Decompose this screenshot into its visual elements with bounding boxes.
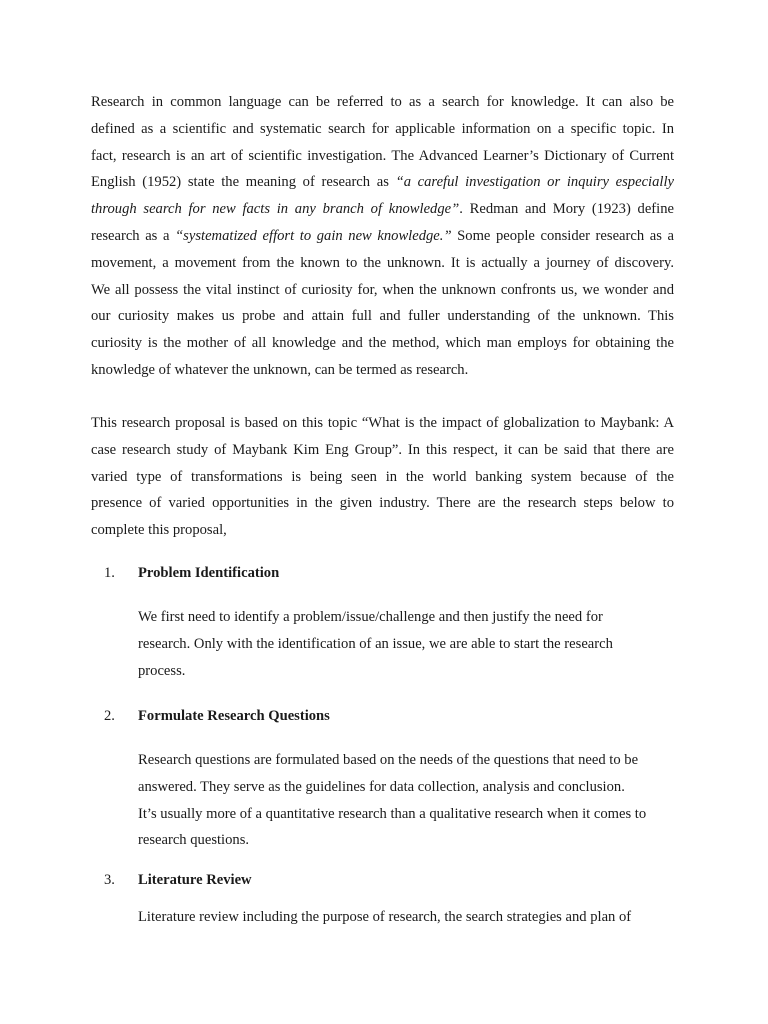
- step-title: Literature Review: [138, 872, 252, 888]
- paragraph-line: fact, research is an art of scientific investigation. The Advanced Learner’s Dictionary of Current: [91, 147, 674, 164]
- step-line: process.: [138, 662, 186, 679]
- paragraph-line: curiosity is the mother of all knowledge and the method, which man employs for obtaining the: [91, 335, 674, 352]
- intro-paragraph: [91, 89, 674, 384]
- proposal-paragraph: [91, 410, 674, 544]
- paragraph-line: varied type of transformations is being seen in the world banking system because of the: [91, 468, 674, 485]
- paragraph-line: through search for new facts in any branch of knowledge”. Redman and Mory (1923) define: [91, 201, 674, 218]
- step-body: [138, 604, 613, 684]
- step-line: We first need to identify a problem/issue/challenge and then justify the need for: [138, 609, 603, 625]
- step-number: 3.: [104, 872, 115, 888]
- quote-italic: “systematized effort to gain new knowledge.”: [175, 227, 452, 244]
- paragraph-line: knowledge of whatever the unknown, can be termed as research.: [91, 361, 469, 378]
- step-line: Research questions are formulated based on the needs of the questions that need to be: [138, 752, 639, 768]
- step-body: [138, 904, 631, 931]
- paragraph-line: complete this proposal,: [91, 522, 227, 539]
- step-line: Literature review including the purpose of research, the search strategies and plan of: [138, 909, 632, 925]
- step-title: Problem Identification: [138, 565, 280, 581]
- step-line: research questions.: [138, 832, 250, 849]
- step-line: research. Only with the identification of an issue, we are able to start the research: [138, 635, 613, 652]
- step-line: answered. They serve as the guidelines for data collection, analysis and conclusion.: [138, 778, 625, 795]
- step-number: 1.: [104, 565, 115, 581]
- paragraph-line: case research study of Maybank Kim Eng Group”. In this respect, it can be said that there are: [91, 441, 674, 458]
- paragraph-line: We all possess the vital instinct of curiosity for, when the unknown confronts us, we wonder and: [91, 281, 674, 298]
- paragraph-line: defined as a scientific and systematic search for applicable information on a specific topic. In: [91, 120, 674, 137]
- paragraph-line: Research in common language can be referred to as a search for knowledge. It can also be: [91, 94, 674, 110]
- quote-italic: “a careful investigation or inquiry especially: [395, 174, 674, 191]
- step-body: [138, 747, 646, 854]
- paragraph-line: research as a “systematized effort to gain new knowledge.” Some people consider research as a: [91, 227, 674, 244]
- step-title: Formulate Research Questions: [138, 708, 330, 724]
- paragraph-line: our curiosity makes us probe and attain full and fuller understanding of the unknown. This: [91, 308, 674, 325]
- paragraph-line: movement, a movement from the known to the unknown. It is actually a journey of discovery.: [91, 254, 674, 271]
- step-line: It’s usually more of a quantitative research than a qualitative research when it comes to: [138, 805, 647, 822]
- paragraph-line: presence of varied opportunities in the given industry. There are the research steps below to: [91, 495, 674, 512]
- paragraph-line: English (1952) state the meaning of research as “a careful investigation or inquiry especially: [91, 174, 674, 191]
- quote-italic: through search for new facts in any branch of knowledge”: [91, 201, 460, 218]
- step-number: 2.: [104, 708, 115, 724]
- paragraph-line: This research proposal is based on this topic “What is the impact of globalization to Maybank: A: [91, 415, 674, 431]
